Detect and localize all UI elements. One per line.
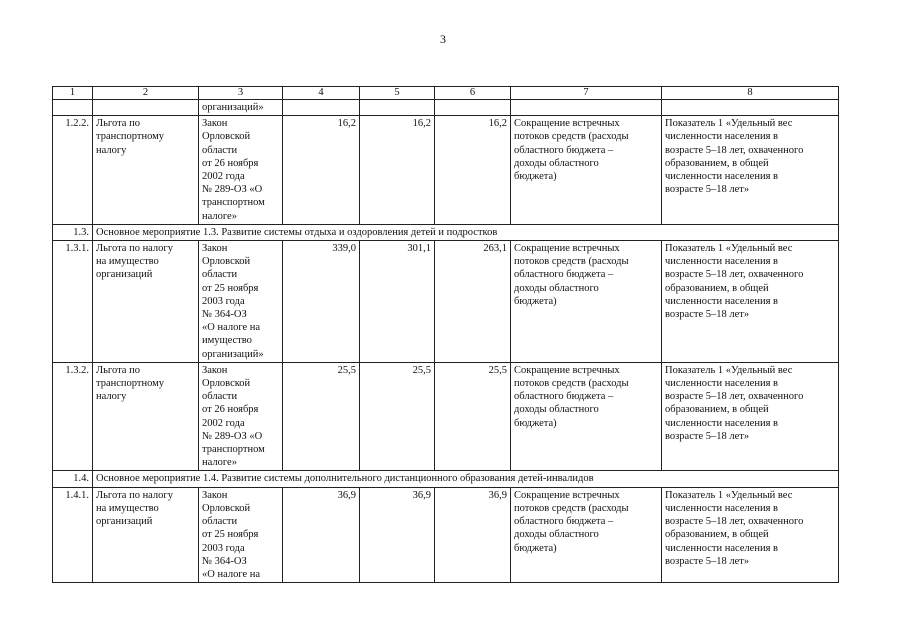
benefits-table: [52, 86, 839, 583]
effect-cell: Сокращение встречных потоков средств (расходы областного бюджета – доходы областного бюджета): [511, 241, 662, 363]
column-header: 5: [360, 87, 435, 100]
benefit-name-cell: Льгота по налогу на имущество организаций: [93, 241, 199, 363]
benefit-name-cell: [93, 100, 199, 116]
value-cell: 16,2: [283, 116, 360, 225]
effect-cell: Сокращение встречных потоков средств (расходы областного бюджета – доходы областного бюджета): [511, 116, 662, 225]
table-row: [53, 116, 839, 225]
legal-basis-cell: организаций»: [199, 100, 283, 116]
value-cell: 263,1: [435, 241, 511, 363]
effect-cell: Сокращение встречных потоков средств (расходы областного бюджета – доходы областного бюджета): [511, 487, 662, 582]
table-row: [53, 487, 839, 582]
column-header: 6: [435, 87, 511, 100]
indicator-cell: Показатель 1 «Удельный вес численности населения в возрасте 5–18 лет, охваченного образованием, в общей численности населения в возрасте 5–18 лет»: [662, 116, 839, 225]
row-number-cell: 1.2.2.: [53, 116, 93, 225]
column-header: 2: [93, 87, 199, 100]
empty-cell: [435, 100, 511, 116]
empty-cell: [360, 100, 435, 116]
table-row: [53, 241, 839, 363]
benefit-name-cell: Льгота по транспортному налогу: [93, 362, 199, 471]
row-number-cell: 1.3.: [53, 224, 93, 240]
row-number-cell: 1.3.1.: [53, 241, 93, 363]
empty-cell: [662, 100, 839, 116]
value-cell: 36,9: [283, 487, 360, 582]
value-cell: 25,5: [360, 362, 435, 471]
value-cell: 25,5: [435, 362, 511, 471]
section-title: Основное мероприятие 1.4. Развитие системы дополнительного дистанционного образования детей-инвалидов: [93, 471, 839, 487]
table-body: [53, 87, 839, 583]
legal-basis-cell: Закон Орловской области от 25 ноября 2003 года № 364-ОЗ «О налоге на: [199, 487, 283, 582]
value-cell: 25,5: [283, 362, 360, 471]
column-header: 1: [53, 87, 93, 100]
indicator-cell: Показатель 1 «Удельный вес численности населения в возрасте 5–18 лет, охваченного образованием, в общей численности населения в возрасте 5–18 лет»: [662, 362, 839, 471]
value-cell: 16,2: [435, 116, 511, 225]
section-row: [53, 224, 839, 240]
legal-basis-cell: Закон Орловской области от 25 ноября 2003 года № 364-ОЗ «О налоге на имущество организаций»: [199, 241, 283, 363]
column-header: 7: [511, 87, 662, 100]
effect-cell: Сокращение встречных потоков средств (расходы областного бюджета – доходы областного бюджета): [511, 362, 662, 471]
section-title: Основное мероприятие 1.3. Развитие системы отдыха и оздоровления детей и подростков: [93, 224, 839, 240]
indicator-cell: Показатель 1 «Удельный вес численности населения в возрасте 5–18 лет, охваченного образованием, в общей численности населения в возрасте 5–18 лет»: [662, 487, 839, 582]
table-row: [53, 362, 839, 471]
column-header: 3: [199, 87, 283, 100]
continuation-row: [53, 100, 839, 116]
legal-basis-cell: Закон Орловской области от 26 ноября 2002 года № 289-ОЗ «О транспортном налоге»: [199, 116, 283, 225]
row-number-cell: 1.4.1.: [53, 487, 93, 582]
value-cell: 36,9: [435, 487, 511, 582]
column-header: 4: [283, 87, 360, 100]
column-header: 8: [662, 87, 839, 100]
row-number-cell: 1.3.2.: [53, 362, 93, 471]
value-cell: 36,9: [360, 487, 435, 582]
value-cell: 16,2: [360, 116, 435, 225]
section-row: [53, 471, 839, 487]
page-number: 3: [440, 32, 446, 46]
benefit-name-cell: Льгота по транспортному налогу: [93, 116, 199, 225]
row-number-cell: [53, 100, 93, 116]
legal-basis-cell: Закон Орловской области от 26 ноября 2002 года № 289-ОЗ «О транспортном налоге»: [199, 362, 283, 471]
empty-cell: [511, 100, 662, 116]
value-cell: 301,1: [360, 241, 435, 363]
value-cell: 339,0: [283, 241, 360, 363]
benefit-name-cell: Льгота по налогу на имущество организаций: [93, 487, 199, 582]
column-number-row: [53, 87, 839, 100]
indicator-cell: Показатель 1 «Удельный вес численности населения в возрасте 5–18 лет, охваченного образованием, в общей численности населения в возрасте 5–18 лет»: [662, 241, 839, 363]
row-number-cell: 1.4.: [53, 471, 93, 487]
empty-cell: [283, 100, 360, 116]
